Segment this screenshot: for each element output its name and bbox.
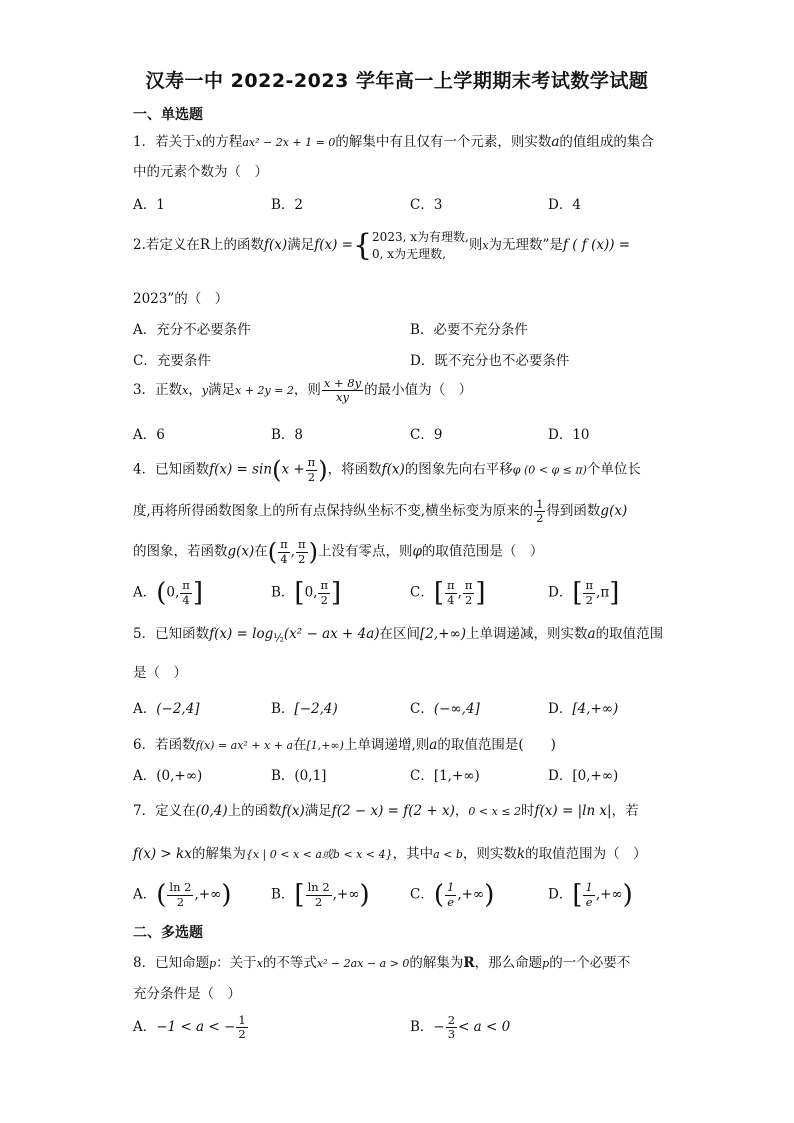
question-4-line-1: 4．已知函数f(x) = sin(x + $\frac{\pi}{2}$ )，将函数f(x)的图象先向右平移φ (0 < φ ≤ π)个单位长 [133, 455, 641, 484]
page-title: 汉寿一中 2022-2023 学年高一上学期期末考试数学试题 [145, 70, 649, 92]
q1-option-a: A．1 [133, 197, 165, 213]
question-2-line-1: 2.若定义在R上的函数f(x)满足f(x) ={ 2023, x为有理数, 0, x为无理数, 则x为无理数”是f ( f (x)) = [133, 228, 631, 263]
q1-option-d: D．4 [548, 197, 581, 213]
q5-option-b: B．[−2,4) [271, 701, 338, 717]
q7-option-c: C．( $\frac{1}{e}$ ,+∞) [410, 880, 495, 910]
q4-option-b: B．[0, $\frac{\pi}{2}$ ] [271, 578, 342, 608]
question-1-line-2: 中的元素个数为（ ） [133, 164, 268, 180]
q4-option-d: D．[ $\frac{\pi}{2}$ ,π] [548, 578, 620, 608]
q2-option-c: C．充要条件 [133, 353, 211, 369]
question-2-line-2: 2023”的（ ） [133, 291, 229, 307]
left-brace: { [352, 228, 373, 263]
question-5-line-1: 5．已知函数$f(x) = \log_{\frac{1}{2}}(x^2$ − ax + 4a)在区间[2,+∞)上单调递减，则实数a的取值范围 [133, 626, 664, 645]
question-4-line-2: 度,再将所得函数图象上的所有点保持纵坐标不变,横坐标变为原来的 $\frac{1}{2}$ 得到函数g(x) [133, 497, 628, 526]
q7-option-b: B．[ $\frac{\ln 2}{2}$ ,+∞) [271, 880, 370, 910]
fraction: $\frac{1}{2}$ [238, 1013, 246, 1042]
q2-option-d: D．既不充分也不必要条件 [410, 353, 570, 369]
q5-option-c: C．(−∞,4] [410, 701, 480, 717]
question-1-line-1: 1．若关于x的方程ax² − 2x + 1 = 0的解集中有且仅有一个元素，则实数a的值组成的集合 [133, 134, 654, 150]
q6-option-d: D．[0,+∞) [548, 768, 619, 784]
q8-option-b: B．− $\frac{2}{3}$ < a < 0 [410, 1013, 511, 1042]
fraction: $\frac{\pi}{2}$ [464, 578, 473, 607]
section-heading-single-choice: 一、单选题 [133, 107, 203, 123]
question-7-line-2: f(x) > kx的解集为{x | 0 < x < a或b < x < 4}，其中a < b，则实数k的取值范围为（ ） [133, 846, 647, 862]
fraction: $\frac{1}{e}$ [585, 880, 593, 909]
fraction: $\frac{\pi}{4}$ [280, 537, 288, 566]
q6-option-b: B．(0,1] [271, 768, 327, 784]
q4-option-a: A．(0, $\frac{\pi}{4}$ ] [133, 578, 204, 608]
question-6-line-1: 6．若函数f(x) = ax² + x + a在[1,+∞)上单调递增,则a的取值范围是( ) [133, 737, 556, 753]
q2-option-a: A．充分不必要条件 [133, 322, 251, 338]
fraction: $\frac{1}{e}$ [447, 880, 455, 909]
section-heading-multiple-choice: 二、多选题 [133, 925, 203, 941]
fraction: $\frac{\pi}{4}$ [447, 578, 455, 607]
q5-option-a: A．(−2,4] [133, 701, 200, 717]
question-8-line-2: 充分条件是（ ） [133, 986, 241, 1002]
fraction: $\frac{\pi}{4}$ [182, 578, 190, 607]
q6-option-a: A．(0,+∞) [133, 768, 203, 784]
question-7-line-1: 7．定义在(0,4)上的函数f(x)满足f(2 − x) = f(2 + x)，0 < x ≤ 2时f(x) = |ln x|，若 [133, 803, 639, 819]
question-5-line-2: 是（ ） [133, 665, 187, 681]
q3-option-c: C．9 [410, 427, 443, 443]
fraction: $\frac{\ln 2}{2}$ [169, 880, 192, 909]
q5-option-d: D．[4,+∞) [548, 701, 619, 717]
fraction: $\frac{\pi}{2}$ [298, 537, 306, 566]
q4-option-c: C．[ $\frac{\pi}{4}$ , $\frac{\pi}{2}$ ] [410, 578, 486, 608]
fraction: $\frac{1}{2}$ [536, 497, 544, 526]
q1-option-b: B．2 [271, 197, 304, 213]
q6-option-c: C．[1,+∞) [410, 768, 480, 784]
q2-option-b: B．必要不充分条件 [410, 322, 528, 338]
q3-option-d: D．10 [548, 427, 590, 443]
fraction: $\frac{\ln 2}{2}$ [307, 880, 330, 909]
q3-option-b: B．8 [271, 427, 304, 443]
q3-option-a: A．6 [133, 427, 165, 443]
fraction: $\frac{\pi}{2}$ [307, 455, 316, 484]
q1-option-c: C．3 [410, 197, 443, 213]
fraction: $\frac{x + 8y}{xy}$ [323, 376, 362, 405]
question-4-line-3: 的图象，若函数g(x)在( $\frac{\pi}{4}$ , $\frac{\pi}{2}$ )上没有零点，则φ的取值范围是（ ） [133, 537, 544, 566]
fraction: $\frac{2}{3}$ [447, 1013, 456, 1042]
q7-option-d: D．[ $\frac{1}{e}$ ,+∞) [548, 880, 633, 910]
question-8-line-1: 8．已知命题p：关于x的不等式x² − 2ax − a > 0的解集为R，那么命题p的一个必要不 [133, 955, 631, 971]
q8-option-a: A．−1 < a < − $\frac{1}{2}$ [133, 1013, 246, 1042]
fraction: $\frac{\pi}{2}$ [320, 578, 329, 607]
fraction: $\frac{\pi}{2}$ [585, 578, 594, 607]
q7-option-a: A．( $\frac{\ln 2}{2}$ ,+∞) [133, 880, 232, 910]
question-3-line-1: 3．正数x，y满足x + 2y = 2，则 $\frac{x + 8y}{xy}$ 的最小值为（ ） [133, 376, 473, 405]
